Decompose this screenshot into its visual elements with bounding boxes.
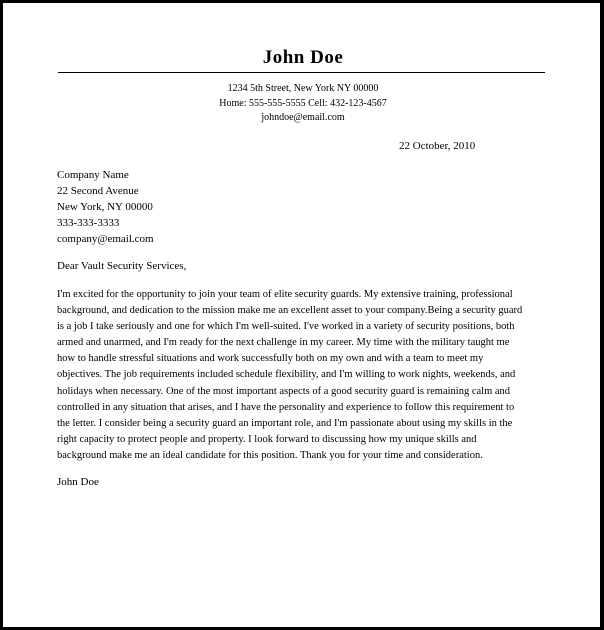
recipient-city: New York, NY 00000 — [57, 201, 153, 213]
body-line: right capacity to protect people and property. I look forward to discussing how my unique skills and — [57, 433, 477, 445]
recipient-street: 22 Second Avenue — [57, 185, 139, 197]
body-line: holidays when necessary. One of the most important aspects of a good security guard is remaining calm and — [57, 385, 511, 397]
recipient-company: Company Name — [57, 169, 129, 181]
closing-signature: John Doe — [57, 476, 99, 488]
body-line: background make me an ideal candidate for this position. Thank you for your time and consideration. — [57, 449, 483, 461]
body-line: armed and unarmed, and I'm ready for the next challenge in my career. My time with the military taught me — [57, 337, 510, 349]
body-line: the letter. I consider being a security guard an important role, and I'm passionate about using my skills in the — [57, 417, 513, 429]
body-line: controlled in any situation that arises, and I have the personality and experience to follow this requirement to — [57, 401, 515, 413]
recipient-email: company@email.com — [57, 233, 154, 245]
sender-phones: Home: 555-555-5555 Cell: 432-123-4567 — [219, 97, 387, 109]
body-line: is a job I take seriously and one for which I'm well-suited. I've worked in a variety of security positions, both — [57, 321, 515, 333]
salutation: Dear Vault Security Services, — [57, 260, 187, 272]
body-line: how to handle stressful situations and work successfully both on my own and with a team to meet my — [57, 353, 484, 365]
letter-body — [57, 287, 539, 464]
recipient-block — [57, 167, 154, 247]
body-line: objectives. The job requirements included schedule flexibility, and I'm willing to work nights, weekends, and — [57, 369, 516, 381]
header-divider — [58, 72, 545, 73]
letter-date: 22 October, 2010 — [399, 140, 476, 152]
body-line: I'm excited for the opportunity to join your team of elite security guards. My extensive training, professional — [57, 289, 513, 300]
sender-name: John Doe — [262, 47, 344, 68]
body-line: background, and dedication to the mission make me an excellent asset to your company.Being a security guard — [57, 305, 523, 317]
letter-page — [3, 3, 600, 627]
recipient-phone: 333-333-3333 — [57, 217, 120, 229]
sender-contact-block — [3, 82, 600, 126]
sender-email: johndoe@email.com — [261, 112, 345, 123]
sender-address: 1234 5th Street, New York NY 00000 — [227, 83, 379, 94]
